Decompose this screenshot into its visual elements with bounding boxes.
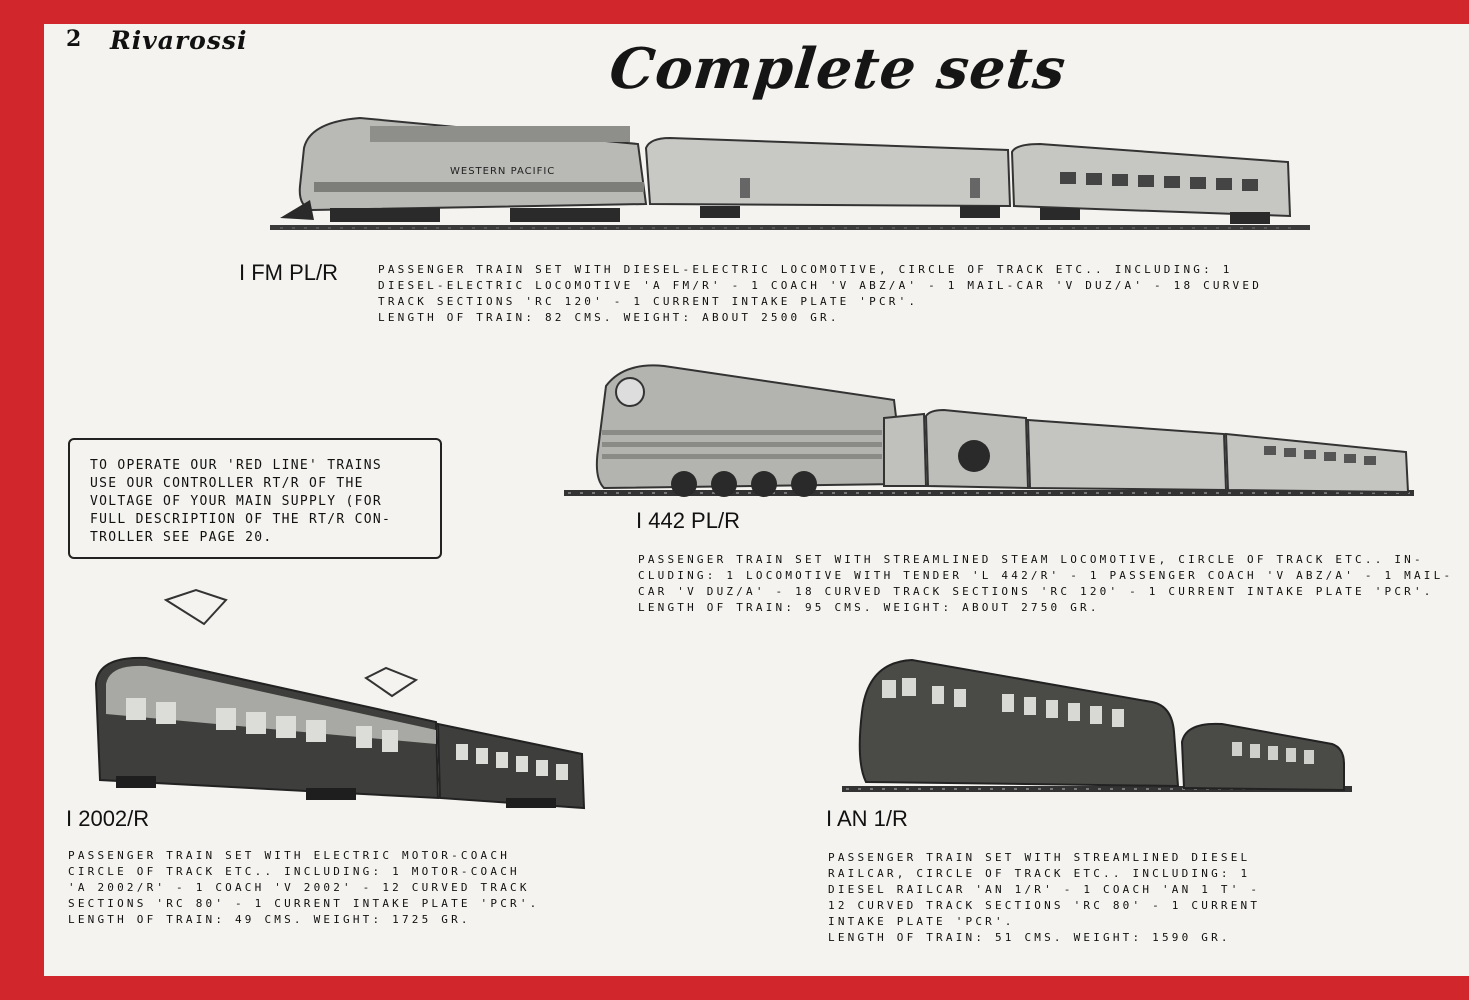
set-description-2002: [68, 848, 539, 928]
description-line: PASSENGER TRAIN SET WITH STREAMLINED STEAM LOCOMOTIVE, CIRCLE OF TRACK ETC.. IN-: [638, 553, 1424, 566]
brand-logo: Rivarossi: [110, 26, 248, 55]
set-description-442: [638, 552, 1453, 616]
description-line: LENGTH OF TRAIN: 49 CMS. WEIGHT: 1725 GR.: [68, 913, 471, 926]
description-line: TRACK SECTIONS 'RC 120' - 1 CURRENT INTAKE PLATE 'PCR'.: [378, 295, 919, 308]
notice-line: VOLTAGE OF YOUR MAIN SUPPLY (FOR: [90, 494, 383, 509]
train-photo-an1: [842, 652, 1352, 798]
loco-lettering: WESTERN PACIFIC: [450, 166, 556, 177]
controller-notice-box: [68, 438, 442, 559]
description-line: PASSENGER TRAIN SET WITH STREAMLINED DIESEL: [828, 851, 1251, 864]
description-line: LENGTH OF TRAIN: 82 CMS. WEIGHT: ABOUT 2500 GR.: [378, 311, 840, 324]
description-line: LENGTH OF TRAIN: 51 CMS. WEIGHT: 1590 GR.: [828, 931, 1231, 944]
description-line: CLUDING: 1 LOCOMOTIVE WITH TENDER 'L 442/R' - 1 PASSENGER COACH 'V ABZ/A' - 1 MAIL-: [638, 569, 1454, 582]
description-line: PASSENGER TRAIN SET WITH ELECTRIC MOTOR-COACH: [68, 849, 511, 862]
description-line: SECTIONS 'RC 80' - 1 CURRENT INTAKE PLATE 'PCR'.: [68, 897, 540, 910]
description-line: RAILCAR, CIRCLE OF TRACK ETC.. INCLUDING: 1: [828, 867, 1251, 880]
catalogue-page: [44, 24, 1469, 976]
description-line: LENGTH OF TRAIN: 95 CMS. WEIGHT: ABOUT 2750 GR.: [638, 601, 1100, 614]
set-code-an1: I AN 1/R: [826, 806, 908, 831]
notice-line: TO OPERATE OUR 'RED LINE' TRAINS: [90, 458, 383, 473]
set-code-2002: I 2002/R: [66, 806, 150, 831]
set-description-an1: [828, 850, 1260, 946]
train-photo-2002: [86, 584, 590, 816]
notice-line: TROLLER SEE PAGE 20.: [90, 530, 273, 545]
description-line: CAR 'V DUZ/A' - 18 CURVED TRACK SECTIONS 'RC 120' - 1 CURRENT INTAKE PLATE 'PCR'.: [638, 585, 1434, 598]
page-title: Complete sets: [606, 36, 1070, 102]
description-line: PASSENGER TRAIN SET WITH DIESEL-ELECTRIC LOCOMOTIVE, CIRCLE OF TRACK ETC.. INCLUDING: 1: [378, 263, 1233, 276]
description-line: 'A 2002/R' - 1 COACH 'V 2002' - 12 CURVED TRACK: [68, 881, 530, 894]
set-code-fm: I FM PL/R: [239, 260, 339, 285]
description-line: DIESEL-ELECTRIC LOCOMOTIVE 'A FM/R' - 1 COACH 'V ABZ/A' - 1 MAIL-CAR 'V DUZ/A' - 18 CURVED: [378, 279, 1263, 292]
description-line: 12 CURVED TRACK SECTIONS 'RC 80' - 1 CURRENT: [828, 899, 1261, 912]
train-photo-442: [564, 360, 1414, 502]
notice-line: FULL DESCRIPTION OF THE RT/R CON-: [90, 512, 392, 527]
description-line: CIRCLE OF TRACK ETC.. INCLUDING: 1 MOTOR-COACH: [68, 865, 520, 878]
description-line: INTAKE PLATE 'PCR'.: [828, 915, 1015, 928]
set-description-fm: [378, 262, 1262, 326]
train-photo-fm: [270, 108, 1310, 242]
set-code-442: I 442 PL/R: [636, 508, 740, 533]
notice-line: USE OUR CONTROLLER RT/R OF THE: [90, 476, 364, 491]
page-number: 2: [66, 26, 82, 52]
description-line: DIESEL RAILCAR 'AN 1/R' - 1 COACH 'AN 1 T' -: [828, 883, 1261, 896]
